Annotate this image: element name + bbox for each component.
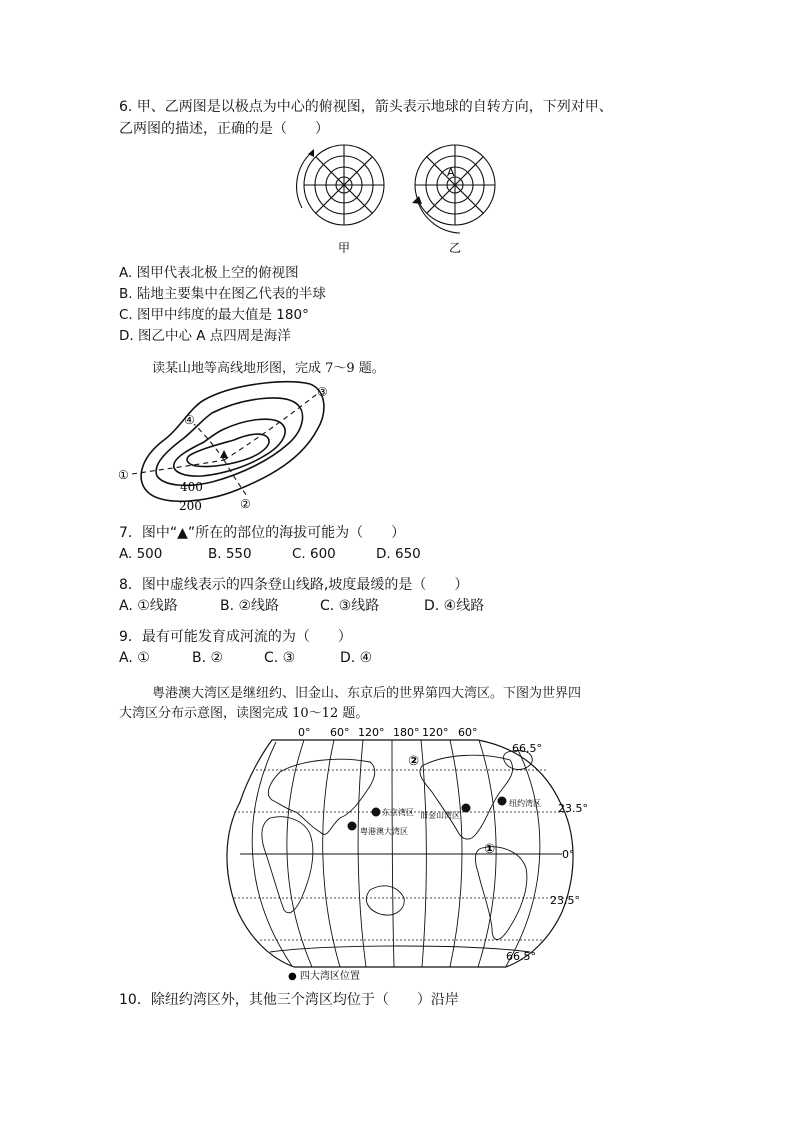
q10-stem: 10．除纽约湾区外，其他三个湾区均位于（ ）沿岸	[119, 992, 459, 1008]
lon-label-180: 180°	[393, 726, 420, 739]
continent-south-america	[475, 847, 527, 940]
world-bay-map	[200, 722, 600, 987]
polar-view-jia	[297, 145, 384, 225]
peak-triangle-icon	[220, 450, 228, 458]
polar-view-figures	[290, 140, 520, 260]
lon-label-60w: 60°	[458, 726, 478, 739]
marker-1: ①	[484, 842, 496, 857]
lon-label-60e: 60°	[330, 726, 350, 739]
bay-intro-line2: 大湾区分布示意图，读图完成 10～12 题。	[119, 706, 369, 721]
q6-option-a: A. 图甲代表北极上空的俯视图	[119, 265, 299, 281]
q7-stem: 7．图中“▲”所在的部位的海拔可能为（ ）	[119, 525, 406, 541]
lat-label-23n: 23.5°	[558, 802, 588, 815]
q6-option-b: B. 陆地主要集中在图乙代表的半球	[119, 286, 326, 302]
q9-option-b: B. ②	[192, 650, 224, 666]
tokyo-bay-dot	[372, 808, 381, 817]
sf-bay-dot	[462, 804, 471, 813]
fig-label-yi: 乙	[449, 241, 462, 255]
q7-option-b: B. 550	[208, 546, 252, 562]
route-label-2: ②	[240, 497, 251, 511]
lon-label-120e: 120°	[358, 726, 385, 739]
continent-north-america	[420, 755, 513, 839]
lon-label-120w: 120°	[422, 726, 449, 739]
tokyo-bay-label: 东京湾区	[382, 808, 414, 817]
route-label-4: ④	[184, 413, 195, 427]
bay-intro-line1: 粤港澳大湾区是继纽约、旧金山、东京后的世界第四大湾区。下图为世界四	[152, 686, 582, 701]
marker-2: ②	[408, 754, 420, 769]
gba-dot	[348, 822, 357, 831]
sf-bay-label: 旧金山湾区	[420, 811, 460, 820]
elevation-label-400: 400	[180, 480, 203, 494]
continent-australia	[366, 886, 404, 915]
q8-stem: 8．图中虚线表示的四条登山线路,坡度最缓的是（ ）	[119, 577, 469, 593]
point-a-label: A	[447, 166, 455, 179]
q7-option-d: D. 650	[376, 546, 421, 562]
q8-option-b: B. ②线路	[220, 598, 280, 614]
elevation-label-200: 200	[179, 499, 202, 513]
q7-option-c: C. 600	[292, 546, 336, 562]
q8-option-a: A. ①线路	[119, 598, 178, 614]
lat-label-23s: 23.5°	[550, 894, 580, 907]
lat-label-eq: 0°	[562, 848, 575, 861]
route-4	[194, 424, 224, 460]
q6-stem-line1: 6. 甲、乙两图是以极点为中心的俯视图，箭头表示地球的自转方向，下列对甲、	[119, 99, 613, 115]
q9-option-d: D. ④	[340, 650, 373, 666]
polar-view-yi	[412, 145, 495, 233]
q9-option-c: C. ③	[264, 650, 296, 666]
q6-stem-line2: 乙两图的描述，正确的是（ ）	[119, 121, 329, 137]
q8-option-d: D. ④线路	[424, 598, 485, 614]
ny-bay-dot	[498, 797, 507, 806]
route-label-1: ①	[118, 468, 129, 482]
lon-label-0: 0°	[298, 726, 311, 739]
map-legend: ● 四大湾区位置	[288, 971, 360, 982]
contour-line-400	[174, 419, 285, 476]
route-label-3: ③	[317, 385, 328, 399]
ny-bay-label: 纽约湾区	[509, 799, 541, 808]
gba-label: 粤港澳大湾区	[360, 827, 408, 836]
q6-option-d: D. 图乙中心 A 点四周是海洋	[119, 328, 291, 344]
contour-intro: 读某山地等高线地形图，完成 7～9 题。	[152, 361, 385, 376]
q9-stem: 9．最有可能发育成河流的为（ ）	[119, 629, 352, 645]
q8-option-c: C. ③线路	[320, 598, 380, 614]
fig-label-jia: 甲	[338, 241, 351, 255]
continent-antarctica	[270, 946, 530, 952]
q9-option-a: A. ①	[119, 650, 150, 666]
q7-option-a: A. 500	[119, 546, 163, 562]
contour-map	[112, 378, 342, 516]
lat-label-66n: 66.5°	[512, 742, 542, 755]
q6-option-c: C. 图甲中纬度的最大值是 180°	[119, 307, 309, 323]
lat-label-66s: 66.5°	[506, 950, 536, 963]
